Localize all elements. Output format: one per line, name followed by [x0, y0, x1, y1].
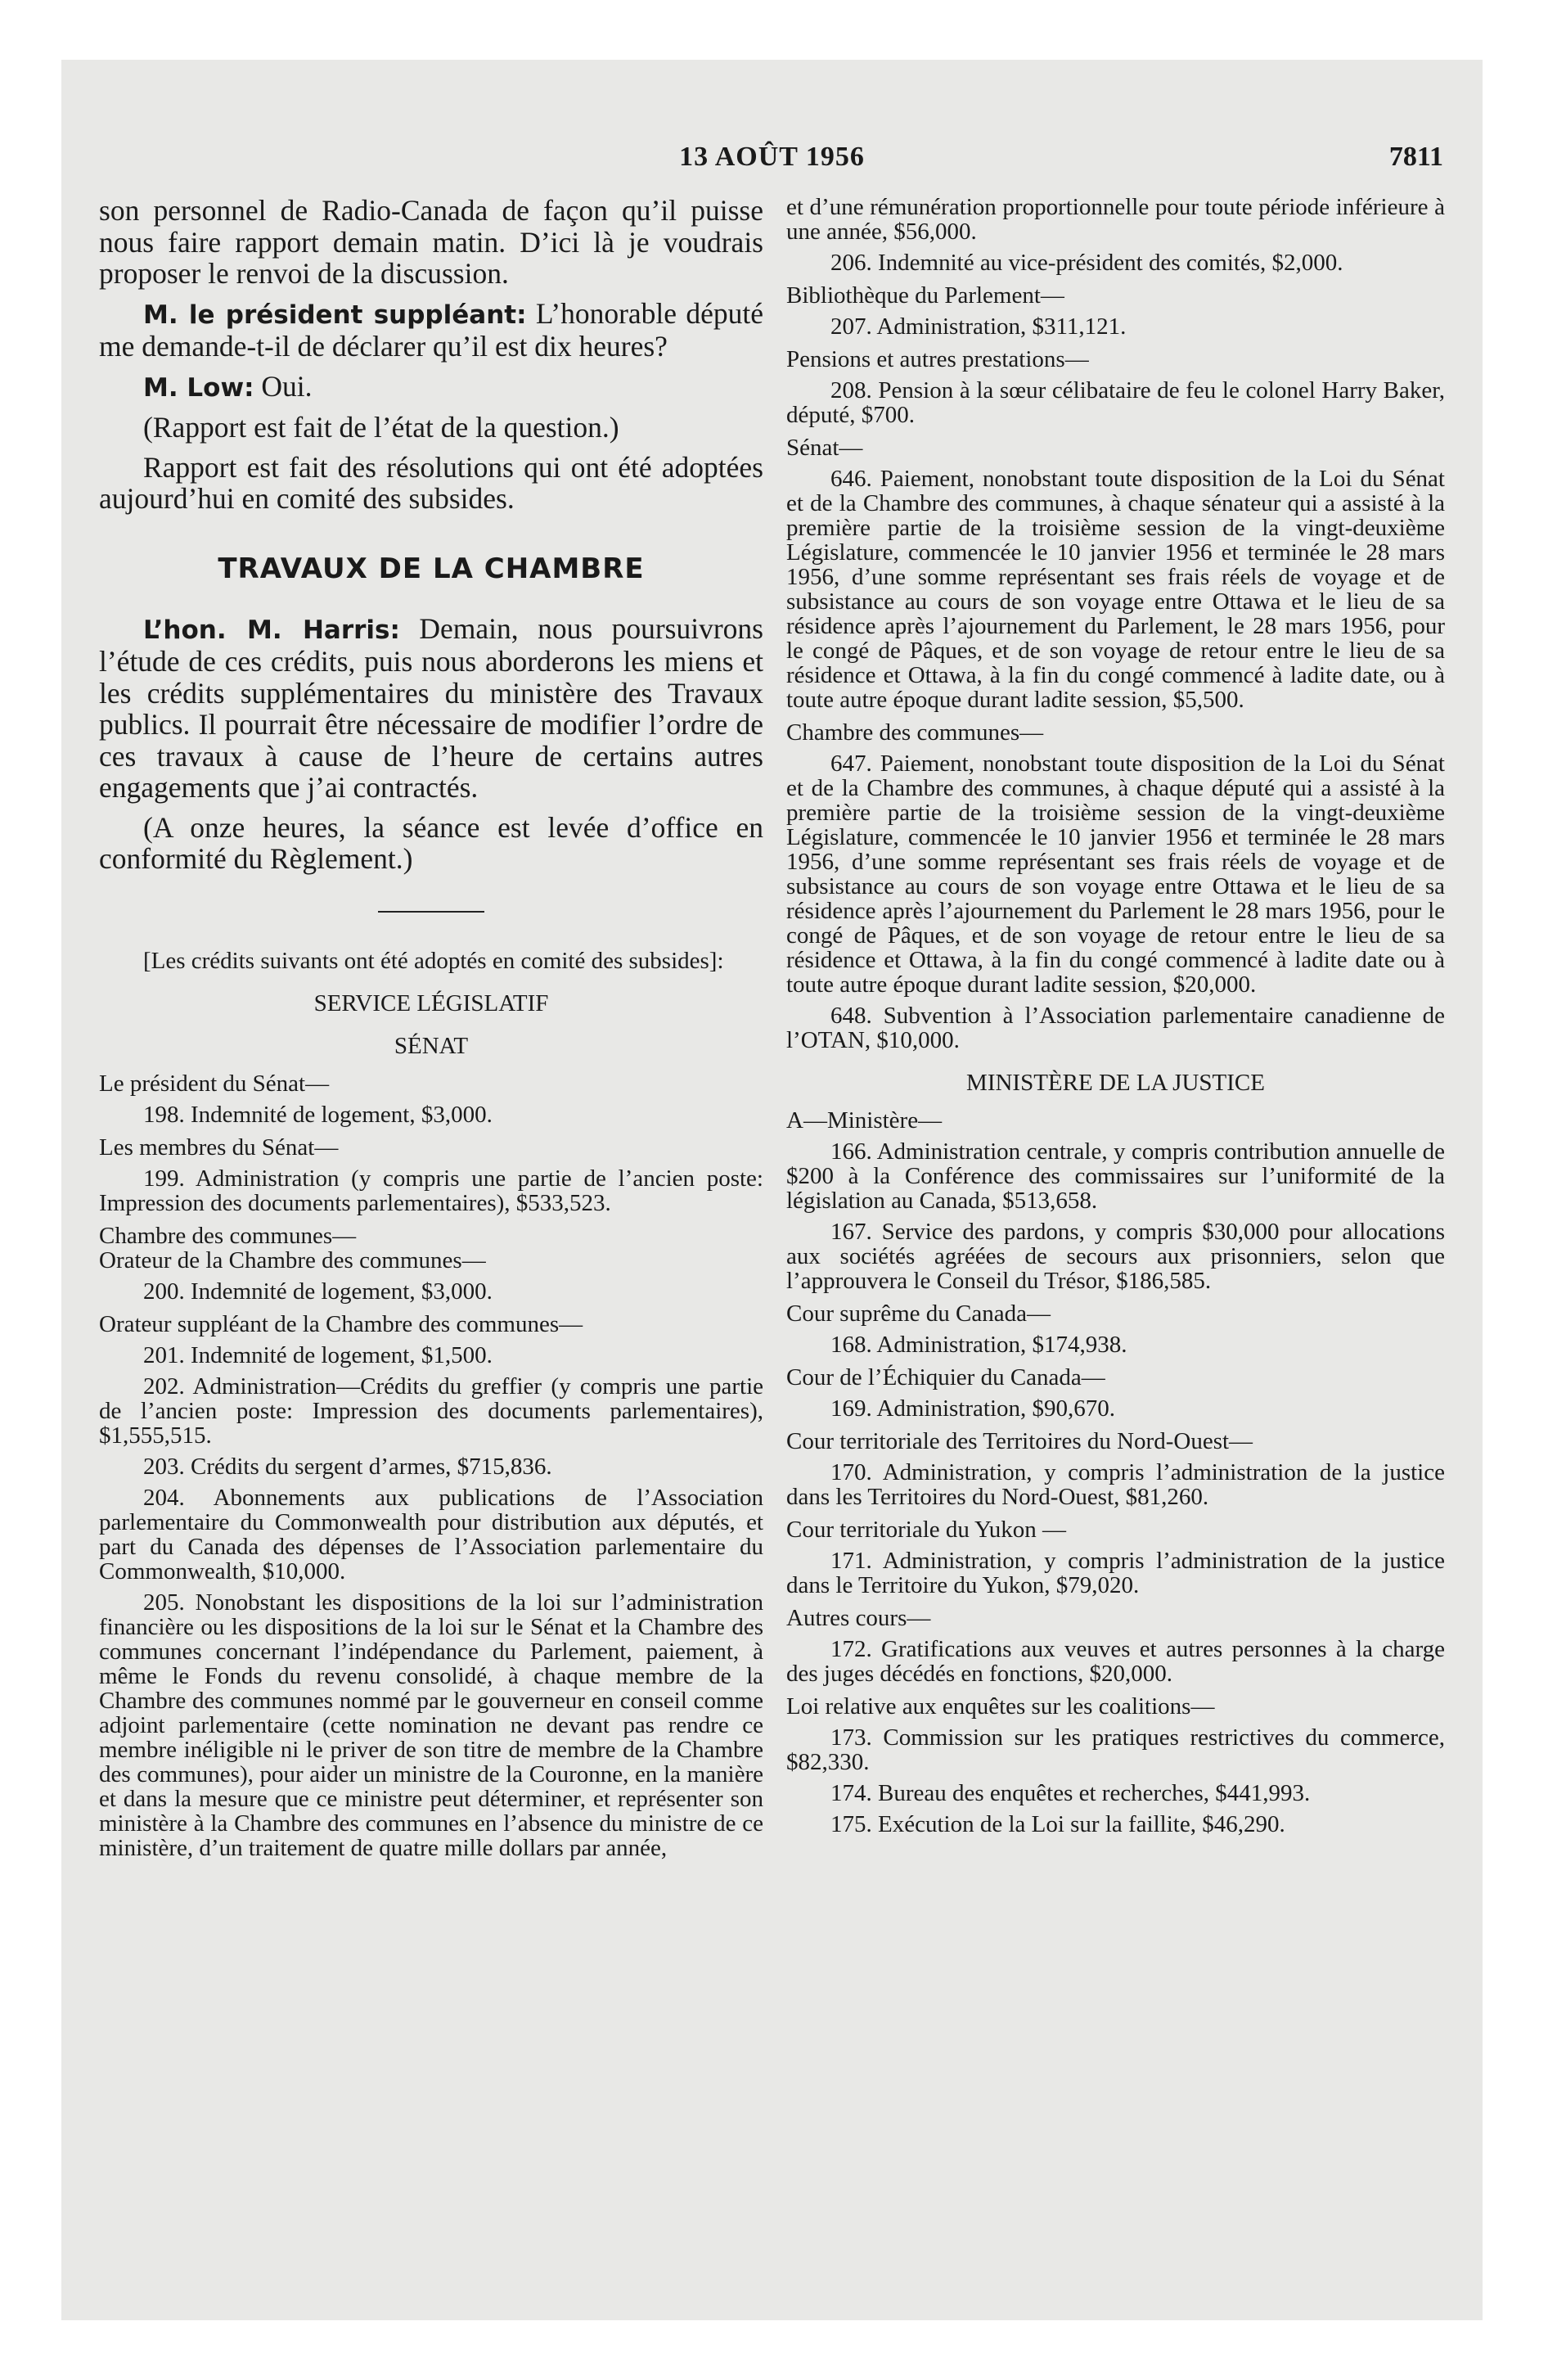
paragraph-acting-speaker [99, 298, 763, 363]
vote-item: 202. Administration—Crédits du greffier (y compris une partie de l’ancien poste: Impression des documents parlementaires), $1,555,515. [99, 1373, 763, 1449]
vote-item: 647. Paiement, nonobstant toute disposition de la Loi du Sénat et de la Chambre des communes, à chaque député qui a assisté à la première partie de la troisième session de la vingt-deuxième Législature, commencée le 10 janvier 1956 et terminée le 28 mars 1956, d’une somme représentant ses frais réels de voyage et de subsistance au cours de son voyage entre Ottawa et le lieu de sa résidence après l’ajournement du Parlement le 28 mars 1956, pour le congé de Pâques, et de son voyage de retour entre le lieu de sa résidence et Ottawa, à la fin du congé commencé à ladite date ou à toute autre époque durant ladite session, $20,000. [786, 751, 1445, 998]
subheading: Le président du Sénat— [99, 1070, 330, 1097]
subheading: Cour territoriale du Yukon — [786, 1517, 1067, 1543]
paragraph-low [99, 371, 763, 404]
paragraph-continued: son personnel de Radio-Canada de façon qu’il puisse nous faire rapport demain matin. D’ici là je voudrais proposer le renvoi de la discussion. [99, 194, 763, 290]
paragraph-harris [99, 613, 763, 804]
vote-item: 646. Paiement, nonobstant toute disposition de la Loi du Sénat et de la Chambre des communes, à chaque sénateur qui a assisté à la première partie de la troisième session de la vingt-deuxième Législature, commencée le 10 janvier 1956 et terminée le 28 mars 1956, d’une somme représentant ses frais réels de voyage et de subsistance au cours de son voyage entre Ottawa et le lieu de sa résidence après l’ajournement du Parlement, le 28 mars 1956, pour le congé de Pâques, et de son voyage de retour entre le lieu de sa résidence et Ottawa, à la fin du congé commencé à ladite date, ou à toute autre époque durant ladite session, $5,500. [786, 466, 1445, 713]
paragraph-report: (Rapport est fait de l’état de la question.) [143, 411, 619, 444]
page-date: 13 AOÛT 1956 [679, 142, 865, 172]
speech-text: Demain, nous poursuivrons l’étude de ces crédits, puis nous aborderons les miens et les crédits supplémentaires du ministère des Travaux publics. Il pourrait être nécessaire de modifier l’ordre de ces travaux à cause de l’heure de certains autres engagements que j’ai contractés. [99, 611, 763, 804]
subheading: Orateur suppléant de la Chambre des communes— [99, 1310, 583, 1337]
subheading: A—Ministère— [786, 1107, 943, 1134]
subheading: Les membres du Sénat— [99, 1134, 339, 1161]
section-title-legislatif: SERVICE LÉGISLATIF [313, 989, 549, 1016]
subheading: Cour territoriale des Territoires du Nord-Ouest— [786, 1428, 1253, 1454]
vote-item: 203. Crédits du sergent d’armes, $715,836. [143, 1453, 552, 1480]
vote-item: 175. Exécution de la Loi sur la faillite, $46,290. [830, 1811, 1285, 1837]
speaker-name: L’hon. M. Harris: [143, 615, 400, 645]
paragraph-adjournment: (A onze heures, la séance est levée d’office en conformité du Règlement.) [99, 810, 763, 875]
paragraph-continued: et d’une rémunération proportionnelle pour toute période inférieure à une année, $56,000. [786, 194, 1445, 245]
vote-item: 171. Administration, y compris l’administration de la justice dans le Territoire du Yukon, $79,020. [786, 1548, 1445, 1598]
vote-item: 168. Administration, $174,938. [830, 1332, 1127, 1358]
votes-intro: [Les crédits suivants ont été adoptés en comité des subsides]: [143, 947, 724, 974]
vote-item: 200. Indemnité de logement, $3,000. [143, 1278, 493, 1305]
vote-item: 172. Gratifications aux veuves et autres personnes à la charge des juges décédés en fonctions, $20,000. [786, 1636, 1445, 1687]
section-heading: TRAVAUX DE LA CHAMBRE [218, 552, 645, 585]
subheading: Pensions et autres prestations— [786, 346, 1089, 372]
speech-text: L’honorable député me demande-t-il de déclarer qu’il est dix heures? [99, 296, 763, 363]
subheading: Chambre des communes— [99, 1222, 357, 1249]
speaker-name: M. Low: [143, 372, 254, 403]
vote-item: 166. Administration centrale, y compris contribution annuelle de $200 à la Conférence des commissaires sur l’uniformité de la législation au Canada, $513,658. [786, 1138, 1445, 1214]
speech-text: Oui. [254, 369, 313, 403]
subheading: Sénat— [786, 435, 863, 461]
vote-item: 648. Subvention à l’Association parlementaire canadienne de l’OTAN, $10,000. [786, 1003, 1445, 1053]
vote-item: 204. Abonnements aux publications de l’Association parlementaire du Commonwealth pour distribution aux députés, et part du Canada des dépenses de l’Association parlementaire du Commonwealth, $10,000. [99, 1484, 763, 1584]
subheading: Loi relative aux enquêtes sur les coalitions— [786, 1693, 1215, 1720]
vote-item: 170. Administration, y compris l’administration de la justice dans les Territoires du Nord-Ouest, $81,260. [786, 1459, 1445, 1510]
divider-rule [378, 911, 484, 913]
paragraph-resolutions: Rapport est fait des résolutions qui ont été adoptées aujourd’hui en comité des subsides. [99, 450, 763, 515]
vote-item: 167. Service des pardons, y compris $30,000 pour allocations aux sociétés agréées de secours aux prisonniers, selon que l’approuvera le Conseil du Trésor, $186,585. [786, 1219, 1445, 1294]
subheading: Cour de l’Échiquier du Canada— [786, 1364, 1105, 1391]
vote-item: 199. Administration (y compris une partie de l’ancien poste: Impression des documents parlementaires), $533,523. [99, 1165, 763, 1216]
vote-item: 206. Indemnité au vice-président des comités, $2,000. [830, 250, 1343, 276]
vote-item: 174. Bureau des enquêtes et recherches, $441,993. [830, 1780, 1311, 1806]
vote-item: 173. Commission sur les pratiques restrictives du commerce, $82,330. [786, 1724, 1445, 1775]
speaker-name: M. le président suppléant: [143, 300, 527, 330]
subheading: Orateur de la Chambre des communes— [99, 1246, 486, 1273]
page-header [61, 142, 1483, 191]
page-number: 7811 [1388, 142, 1443, 172]
vote-item: 198. Indemnité de logement, $3,000. [143, 1101, 493, 1128]
subheading: Cour suprême du Canada— [786, 1300, 1051, 1327]
left-column [99, 195, 763, 1860]
right-column [786, 195, 1445, 1837]
vote-item: 208. Pension à la sœur célibataire de feu le colonel Harry Baker, député, $700. [786, 377, 1445, 428]
vote-item: 201. Indemnité de logement, $1,500. [143, 1341, 493, 1368]
vote-item: 205. Nonobstant les dispositions de la loi sur l’administration financière ou les dispositions de la loi sur le Sénat et la Chambre des communes concernant l’indépendance du Parlement, paiement, à même le Fonds du revenu consolidé, à chaque membre de la Chambre des communes nommé par le gouverneur en conseil comme adjoint parlementaire (cette nomination ne devant pas rendre ce membre inéligible ni le priver de son titre de membre de la Chambre des communes), pour aider un ministre de la Couronne, en la manière et dans la mesure que ce ministre peut déterminer, et représenter son ministère à la Chambre des communes en l’absence du ministre de ce ministère, d’un traitement de quatre mille dollars par année, [99, 1589, 763, 1861]
subheading: Autres cours— [786, 1605, 931, 1631]
subheading: Bibliothèque du Parlement— [786, 282, 1064, 309]
page-sheet [61, 60, 1483, 2320]
section-title-senat: SÉNAT [394, 1032, 469, 1059]
section-title-justice: MINISTÈRE DE LA JUSTICE [966, 1070, 1265, 1096]
subheading: Chambre des communes— [786, 719, 1044, 746]
vote-item: 207. Administration, $311,121. [830, 313, 1127, 340]
vote-item: 169. Administration, $90,670. [830, 1395, 1115, 1422]
